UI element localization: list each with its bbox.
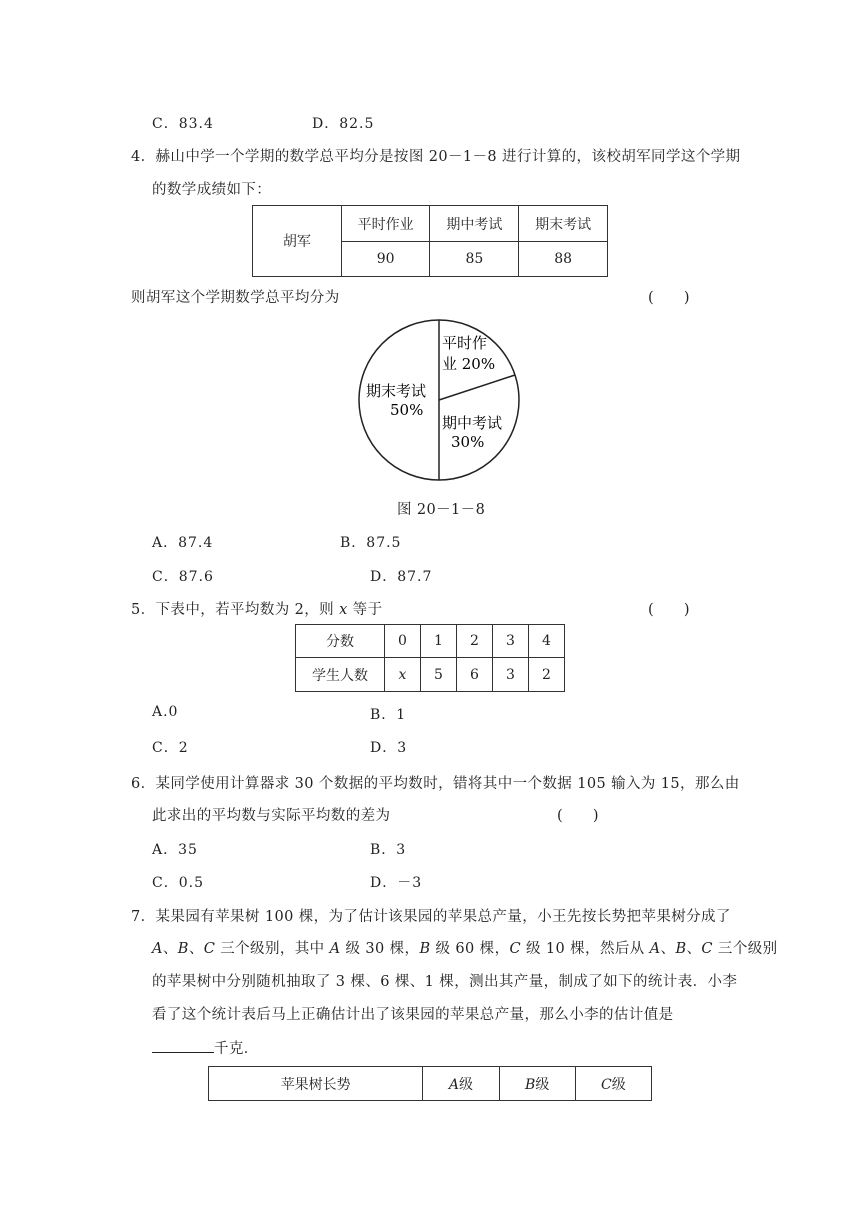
q7-grade-b: B <box>675 941 687 957</box>
q5-prompt-post: 等于 <box>347 602 383 618</box>
q4-figure-caption: 图 20－1－8 <box>397 502 486 518</box>
q4-table-value-final: 88 <box>519 242 608 277</box>
q7-text-line3: 的苹果树中分别随机抽取了 3 棵、6 棵、1 棵，测出其产量，制成了如下的统计表．小李 <box>152 974 738 990</box>
pie-label-midterm-pct: 30% <box>451 433 485 451</box>
q5-row2-cell: 3 <box>493 658 529 692</box>
q4-text-line1: 4．赫山中学一个学期的数学总平均分是按图 20－1－8 进行计算的，该校胡军同学这个学期 <box>131 149 741 165</box>
q5-prompt <box>131 598 382 619</box>
q4-prompt: 则胡军这个学期数学总平均分为 <box>131 290 340 306</box>
q5-prompt-pre: 5．下表中，若平均数为 2，则 <box>131 602 340 618</box>
q7-grade-b: B <box>419 941 431 957</box>
q7-grade-c: C <box>509 941 521 957</box>
q7-grade-a: A <box>152 941 163 957</box>
q7-text: 级 60 棵， <box>430 941 510 957</box>
q7-text: 三个级别，其中 <box>215 941 330 957</box>
q7-sep: 、 <box>188 941 204 957</box>
q7-text-line5 <box>152 1037 259 1058</box>
q5-row2-cell: 6 <box>457 658 493 692</box>
q5-row1-cell: 1 <box>421 625 457 658</box>
pie-label-midterm: 期中考试 <box>442 414 503 432</box>
q5-option-b: B．1 <box>370 707 407 723</box>
q5-row2-cell: x <box>385 658 421 692</box>
q7-table-header-grade-a: A级 <box>423 1067 499 1101</box>
q7-table-header-grade-c: C级 <box>575 1067 651 1101</box>
q7-text: 三个级别 <box>712 941 778 957</box>
q4-option-a: A．87.4 <box>152 535 214 551</box>
q7-sep: 、 <box>686 941 702 957</box>
q5-answer-paren: ( ) <box>648 602 690 618</box>
q5-row1-cell: 2 <box>457 625 493 658</box>
q4-table-header-final: 期末考试 <box>519 206 608 242</box>
q6-text-line1: 6．某同学使用计算器求 30 个数据的平均数时，错将其中一个数据 105 输入为 15，那么由 <box>131 776 740 792</box>
q6-text-line2: 此求出的平均数与实际平均数的差为 <box>152 808 391 824</box>
q4-pie-chart <box>355 316 525 486</box>
q7-grade-a: A <box>649 941 661 957</box>
q7-grade-b: B <box>177 941 189 957</box>
q7-text-line1: 7．某果园有苹果树 100 棵，为了估计该果园的苹果总产量，小王先按长势把苹果树分成了 <box>131 909 731 925</box>
q5-row2-label: 学生人数 <box>296 658 385 692</box>
q5-option-c: C．2 <box>152 740 189 756</box>
q6-option-a: A．35 <box>152 842 198 858</box>
pie-label-final: 期末考试 <box>366 382 427 400</box>
q6-answer-paren: ( ) <box>557 808 599 824</box>
q4-score-table <box>252 205 608 277</box>
q7-text-line2 <box>152 937 778 958</box>
q5-row2-cell: 5 <box>421 658 457 692</box>
q7-grade-a: A <box>329 941 341 957</box>
pie-label-homework-line2: 业 20% <box>442 355 496 373</box>
q4-option-c: C．87.6 <box>152 569 214 585</box>
q4-text-line2: 的数学成绩如下： <box>152 182 272 198</box>
q5-row1-cell: 3 <box>493 625 529 658</box>
q5-row1-cell: 0 <box>385 625 421 658</box>
q3-option-d: D．82.5 <box>312 116 375 132</box>
q7-table-header-growth: 苹果树长势 <box>209 1067 423 1101</box>
q4-table-header-homework: 平时作业 <box>341 206 430 242</box>
q7-grade-c: C <box>203 941 216 957</box>
q5-table <box>295 624 565 692</box>
q5-row1-cell: 4 <box>529 625 565 658</box>
q7-table-header-grade-b: B级 <box>499 1067 575 1101</box>
q7-grade-c: C <box>701 941 713 957</box>
q4-option-d: D．87.7 <box>370 569 433 585</box>
q7-unit: 千克． <box>214 1041 259 1057</box>
q5-option-a: A.0 <box>152 704 179 720</box>
pie-label-homework-line1: 平时作 <box>442 334 488 352</box>
q7-answer-blank[interactable] <box>152 1038 214 1053</box>
q7-sep: 、 <box>162 941 178 957</box>
q5-row2-cell: 2 <box>529 658 565 692</box>
q7-text: 级 10 棵，然后从 <box>520 941 650 957</box>
q5-variable: x <box>339 602 348 618</box>
q6-option-b: B．3 <box>370 842 407 858</box>
q7-text: 级 30 棵， <box>340 941 420 957</box>
q5-row1-label: 分数 <box>296 625 385 658</box>
q4-table-value-midterm: 85 <box>430 242 519 277</box>
pie-label-final-pct: 50% <box>390 401 424 419</box>
q5-option-d: D．3 <box>370 740 408 756</box>
q7-sep: 、 <box>660 941 676 957</box>
q7-table <box>208 1066 652 1101</box>
q4-table-header-midterm: 期中考试 <box>430 206 519 242</box>
q7-text-line4: 看了这个统计表后马上正确估计出了该果园的苹果总产量，那么小李的估计值是 <box>152 1007 674 1023</box>
q6-option-c: C．0.5 <box>152 875 204 891</box>
q6-option-d: D．－3 <box>370 875 423 891</box>
q4-table-value-homework: 90 <box>341 242 430 277</box>
q4-table-student-name: 胡军 <box>253 206 342 277</box>
q3-option-c: C．83.4 <box>152 116 214 132</box>
q4-answer-paren: ( ) <box>648 290 690 306</box>
q4-option-b: B．87.5 <box>340 535 402 551</box>
